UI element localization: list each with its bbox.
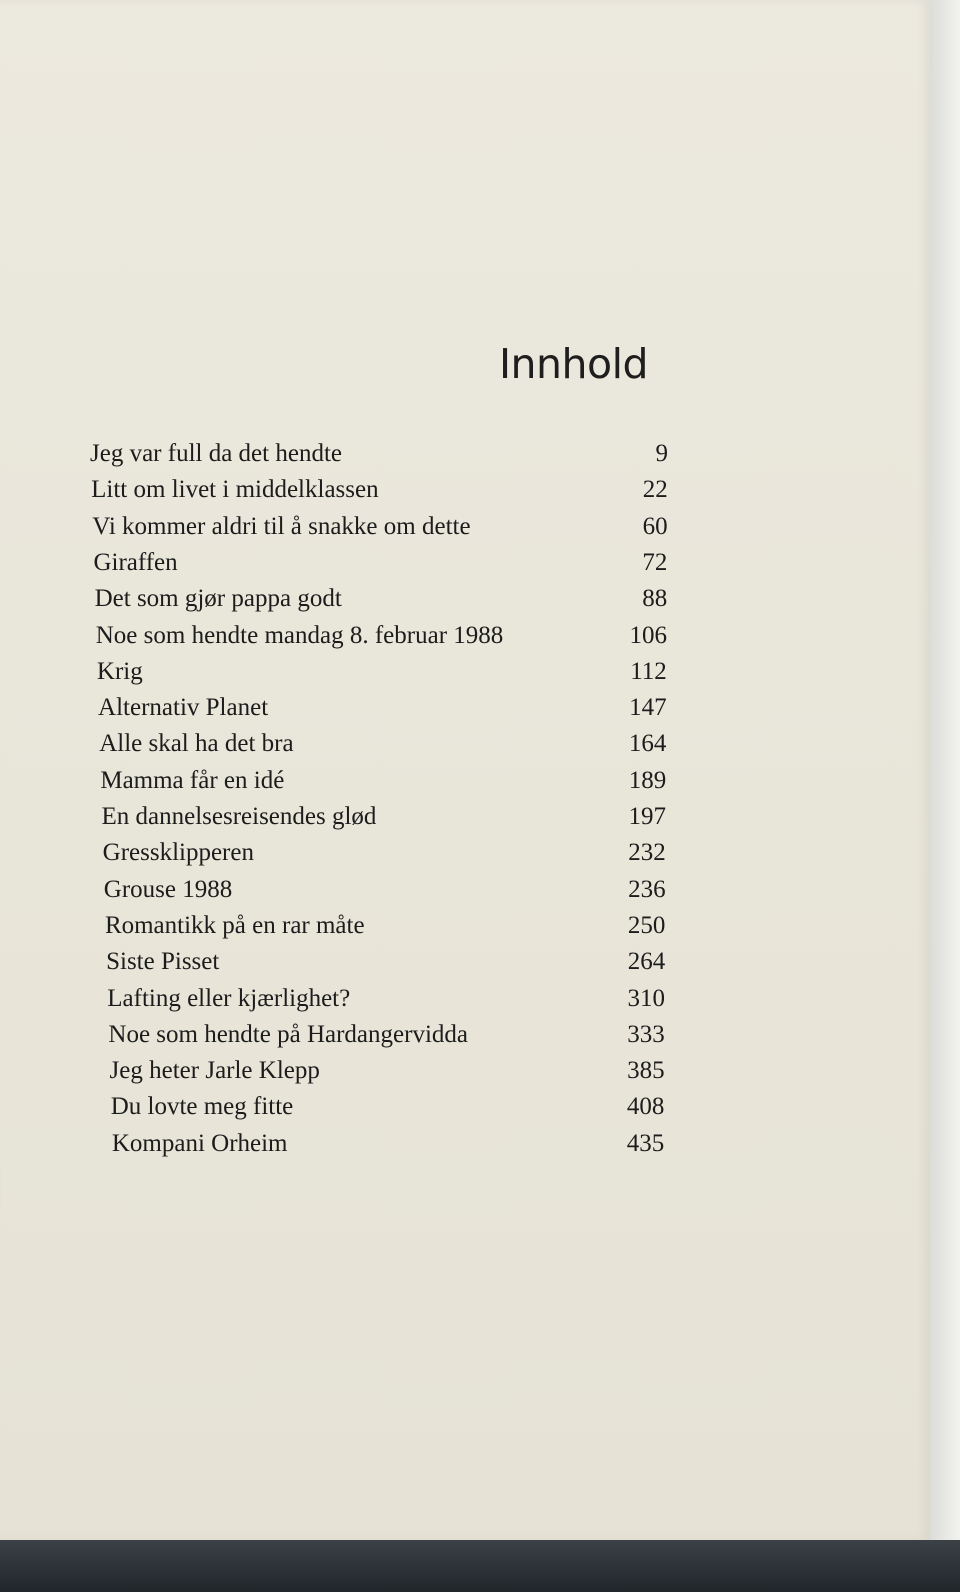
toc-entry-title: Gressklipperen [102,839,254,867]
toc-entry-page-number: 197 [628,803,666,830]
toc-entry [102,803,667,837]
page-title: Innhold [498,340,648,388]
toc-entry-title: Litt om livet i middelklassen [91,476,379,504]
toc-entry-title: Alle skal ha det bra [99,730,294,758]
toc-entry-title: Noe som hendte på Hardangervidda [108,1020,468,1048]
toc-entry-title: Grouse 1988 [103,875,233,903]
toc-entry-page-number: 385 [627,1057,665,1085]
toc-entry [112,1130,664,1164]
toc-entry-page-number: 60 [642,512,668,540]
toc-entry-page-number: 164 [628,730,667,758]
toc-entry-title: Krig [96,657,143,685]
toc-entry [92,513,667,547]
toc-entry [96,622,667,656]
toc-entry-title: Du lovte meg fitte [110,1093,294,1121]
toc-entry-page-number: 9 [655,440,668,467]
toc-entry-page-number: 236 [628,875,666,903]
toc-entry-title: Kompani Orheim [111,1129,288,1157]
toc-entry [98,694,667,728]
toc-entry [97,658,667,692]
toc-entry-title: Noe som hendte mandag 8. februar 1988 [95,621,504,649]
toc-entry-page-number: 88 [642,585,668,613]
toc-entry-page-number: 112 [630,657,667,685]
toc-entry [104,876,666,910]
toc-entry [99,730,666,764]
toc-entry-title: Vi kommer aldri til å snakke om dette [92,512,471,540]
toc-entry [110,1057,665,1091]
toc-entry-page-number: 22 [642,476,668,504]
toc-entry-title: Jeg var full da det hendte [90,440,342,467]
toc-entry-page-number: 189 [628,766,667,794]
toc-entry [108,1021,664,1055]
toc-entry [100,767,666,801]
background-surface [0,1540,960,1592]
toc-entry [103,839,666,873]
toc-entry-page-number: 250 [627,911,666,939]
toc-entry [107,985,665,1019]
toc-entry [111,1093,665,1127]
toc-entry-page-number: 106 [629,621,667,649]
toc-entry-title: Mamma får en idé [100,766,285,794]
toc-entry-page-number: 310 [627,984,665,1012]
toc-entry-title: En dannelsesreisendes glød [101,803,377,830]
toc-entry-page-number: 435 [626,1129,665,1157]
toc-entry-title: Jeg heter Jarle Klepp [109,1057,320,1085]
toc-entry-page-number: 147 [629,694,667,722]
toc-entry-title: Det som gjør pappa godt [94,585,342,613]
toc-entry-title: Siste Pisset [106,948,220,976]
toc-entry-page-number: 72 [642,548,668,576]
toc-entry-page-number: 333 [627,1020,665,1048]
toc-entry [91,476,668,510]
toc-entry [105,912,665,946]
toc-entry [90,440,668,474]
toc-entry-title: Alternativ Planet [98,694,269,722]
toc-entry-page-number: 264 [627,948,666,976]
toc-entry-title: Lafting eller kjærlighet? [107,984,351,1012]
toc-entry [93,549,667,583]
toc-entry-title: Romantikk på en rar måte [104,911,365,939]
page-edge [930,0,960,1540]
toc-entry-page-number: 408 [626,1093,665,1121]
toc-entry [95,585,668,619]
toc-entry [106,948,665,982]
toc-entry-page-number: 232 [628,839,666,867]
toc-entry-title: Giraffen [93,548,178,576]
